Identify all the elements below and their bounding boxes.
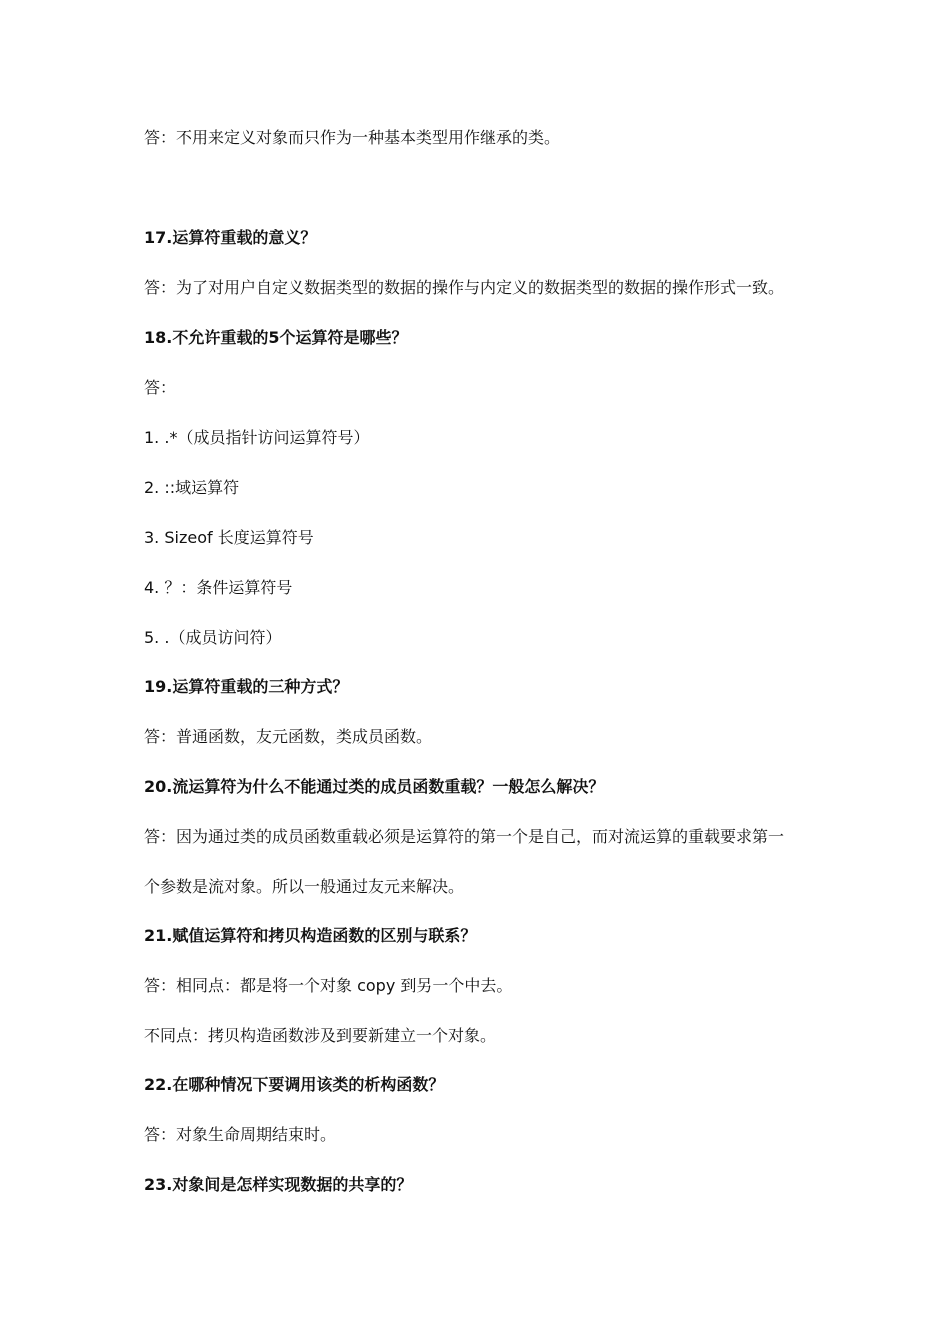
answer-line: 答：普通函数，友元函数，类成员函数。 bbox=[144, 727, 433, 746]
list-item: 3. Sizeof 长度运算符号 bbox=[144, 528, 314, 547]
answer-line: 答：为了对用户自定义数据类型的数据的操作与内定义的数据类型的数据的操作形式一致。 bbox=[144, 278, 785, 297]
question-heading: 22.在哪种情况下要调用该类的析构函数？ bbox=[144, 1075, 445, 1094]
answer-line: 答：相同点：都是将一个对象 copy 到另一个中去。 bbox=[144, 976, 513, 995]
list-item: 4. ？：条件运算符号 bbox=[144, 578, 293, 597]
question-heading: 21.赋值运算符和拷贝构造函数的区别与联系？ bbox=[144, 926, 477, 945]
question-heading: 20.流运算符为什么不能通过类的成员函数重载？一般怎么解决？ bbox=[144, 777, 605, 796]
list-item: 1. .*（成员指针访问运算符号） bbox=[144, 428, 370, 447]
answer-line: 答： bbox=[144, 378, 177, 397]
answer-line: 不同点：拷贝构造函数涉及到要新建立一个对象。 bbox=[144, 1026, 497, 1045]
question-heading: 18.不允许重载的5个运算符是哪些？ bbox=[144, 328, 408, 347]
list-item: 2. ::域运算符 bbox=[144, 478, 240, 497]
answer-line: 答：对象生命周期结束时。 bbox=[144, 1125, 337, 1144]
question-heading: 19.运算符重载的三种方式？ bbox=[144, 677, 349, 696]
question-heading: 17.运算符重载的意义？ bbox=[144, 228, 317, 247]
answer-line: 答：因为通过类的成员函数重载必须是运算符的第一个是自己，而对流运算的重载要求第一 bbox=[144, 827, 785, 846]
answer-line: 答：不用来定义对象而只作为一种基本类型用作继承的类。 bbox=[144, 128, 561, 147]
answer-line: 个参数是流对象。所以一般通过友元来解决。 bbox=[144, 877, 465, 896]
question-heading: 23.对象间是怎样实现数据的共享的？ bbox=[144, 1175, 413, 1194]
list-item: 5. .（成员访问符） bbox=[144, 628, 282, 647]
